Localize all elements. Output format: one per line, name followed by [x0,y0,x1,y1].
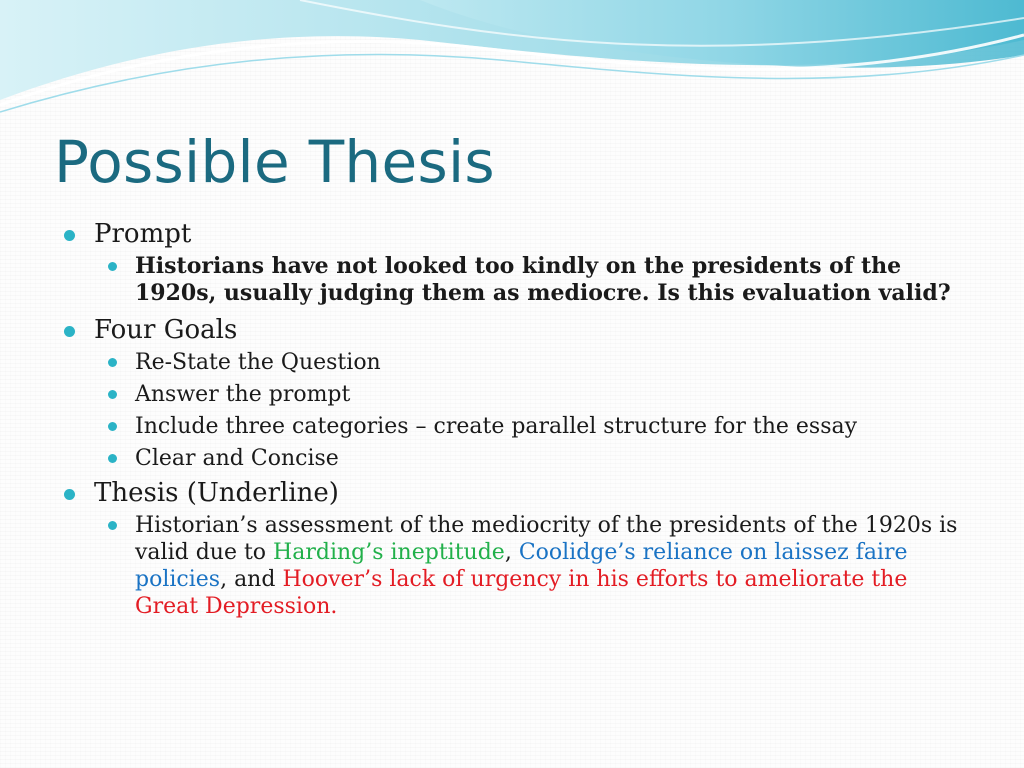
bullet-icon [108,521,117,530]
thesis-sep-2: , and [220,567,283,592]
goal-clear: Clear and Concise [135,446,339,471]
bullet-icon [64,230,75,241]
goal-item [64,445,974,472]
goal-item [64,381,974,408]
thesis-point-harding: Harding’s ineptitude [273,540,505,565]
bullet-prompt [64,218,974,250]
goal-categories: Include three categories – create parallel structure for the essay [135,414,858,439]
bullet-thesis [64,477,974,509]
thesis-text [64,512,974,620]
section-label-thesis: Thesis (Underline) [94,478,339,508]
bullet-icon [64,489,75,500]
thesis-point-coolidge: Coolidge’s reliance on laissez faire policies [135,540,908,592]
goal-item [64,349,974,376]
bullet-icon [108,390,117,399]
goal-answer: Answer the prompt [135,382,351,407]
section-label-four-goals: Four Goals [94,315,238,345]
thesis-sep-1: , [504,540,519,565]
bullet-icon [108,422,117,431]
goal-restate: Re-State the Question [135,350,381,375]
slide-title: Possible Thesis [54,128,495,196]
thesis-point-hoover: Hoover’s lack of urgency in his efforts to ameliorate the Great Depression. [135,567,908,619]
section-label-prompt: Prompt [94,219,192,249]
decorative-wave-header [0,0,1024,120]
bullet-four-goals [64,314,974,346]
thesis-intro: Historian’s assessment of the mediocrity of the presidents of the 1920s is valid due to [135,513,958,565]
bullet-icon [108,454,117,463]
slide-content [64,216,974,627]
bullet-icon [108,262,117,271]
bullet-icon [64,326,75,337]
goal-item [64,413,974,440]
prompt-text [64,253,974,307]
bullet-icon [108,358,117,367]
prompt-question: Historians have not looked too kindly on the presidents of the 1920s, usually judging them as mediocre. Is this evaluation valid? [135,253,951,306]
